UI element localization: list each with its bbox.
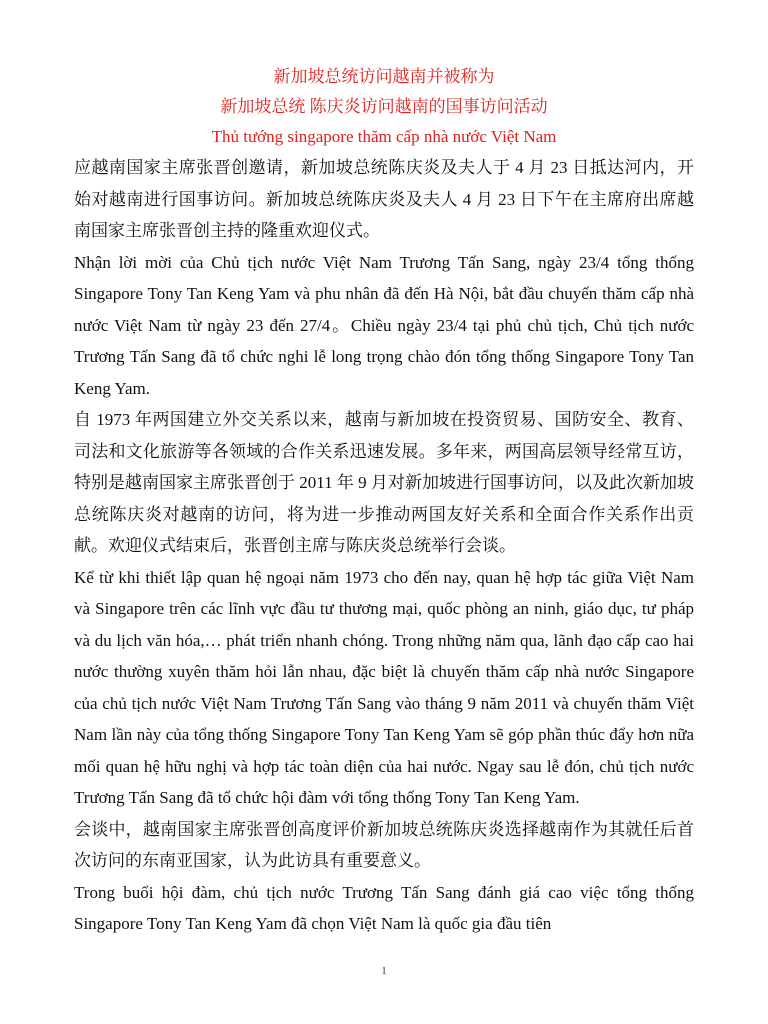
paragraph-vi-3: Trong buổi hội đàm, chủ tịch nước Trương Tấn Sang đánh giá cao việc tổng thống Singapore Tony Tan Keng Yam đã chọn Việt Nam là quốc gia đầu tiên xyxy=(74,882,694,933)
chinese-title-line-2: 新加坡总统 陈庆炎访问越南的国事访问活动 xyxy=(220,97,548,116)
page-number: 1 xyxy=(381,965,387,977)
paragraph-cn-3: 会谈中，越南国家主席张晋创高度评价新加坡总统陈庆炎选择越南作为其就任后首次访问的东南亚国家，认为此访具有重要意义。 xyxy=(74,819,694,870)
document-page xyxy=(74,62,694,940)
vietnamese-title: Thủ tướng singapore thăm cấp nhà nước Việt Nam xyxy=(211,127,557,146)
chinese-title-line-1: 新加坡总统访问越南并被称为 xyxy=(273,67,495,86)
paragraph-vi-1: Nhận lời mời của Chủ tịch nước Việt Nam Trương Tấn Sang, ngày 23/4 tổng thống Singapore Tony Tan Keng Yam và phu nhân đã đến Hà Nội, bắt đầu chuyến thăm cấp nhà nước Việt Nam từ ngày 23 đến 27/4。Chiều ngày 23/4 tại phủ chủ tịch, Chủ tịch nước Trương Tấn Sang đã tổ chức nghi lễ long trọng chào đón tổng thống Singapore Tony Tan Keng Yam. xyxy=(74,252,694,398)
paragraph-vi-2: Kể từ khi thiết lập quan hệ ngoại năm 1973 cho đến nay, quan hệ hợp tác giữa Việt Nam và Singapore trên các lĩnh vực đầu tư thương mại, quốc phòng an ninh, giáo dục, tư pháp và du lịch văn hóa,… phát triển nhanh chóng. Trong những năm qua, lãnh đạo cấp cao hai nước thường xuyên thăm hỏi lẫn nhau, đặc biệt là chuyến thăm cấp nhà nước Singapore của chủ tịch nước Việt Nam Trương Tấn Sang vào tháng 9 năm 2011 và chuyến thăm Việt Nam lần này của tổng thống Singapore Tony Tan Keng Yam sẽ góp phần thúc đẩy hơn nữa mối quan hệ hữu nghị và hợp tác toàn diện của hai nước. Ngay sau lễ đón, chủ tịch nước Trương Tấn Sang đã tổ chức hội đàm với tổng thống Tony Tan Keng Yam. xyxy=(74,567,694,807)
paragraph-cn-2: 自 1973 年两国建立外交关系以来，越南与新加坡在投资贸易、国防安全、教育、司法和文化旅游等各领域的合作关系迅速发展。多年来，两国高层领导经常互访，特别是越南国家主席张晋创于 2011 年 9 月对新加坡进行国事访问，以及此次新加坡总统陈庆炎对越南的访问，将为进一步推动两国友好关系和全面合作关系作出贡献。欢迎仪式结束后，张晋创主席与陈庆炎总统举行会谈。 xyxy=(74,410,694,555)
paragraph-cn-1: 应越南国家主席张晋创邀请，新加坡总统陈庆炎及夫人于 4 月 23 日抵达河内，开始对越南进行国事访问。新加坡总统陈庆炎及夫人 4 月 23 日下午在主席府出席越南国家主席张晋创主持的隆重欢迎仪式。 xyxy=(74,158,694,240)
